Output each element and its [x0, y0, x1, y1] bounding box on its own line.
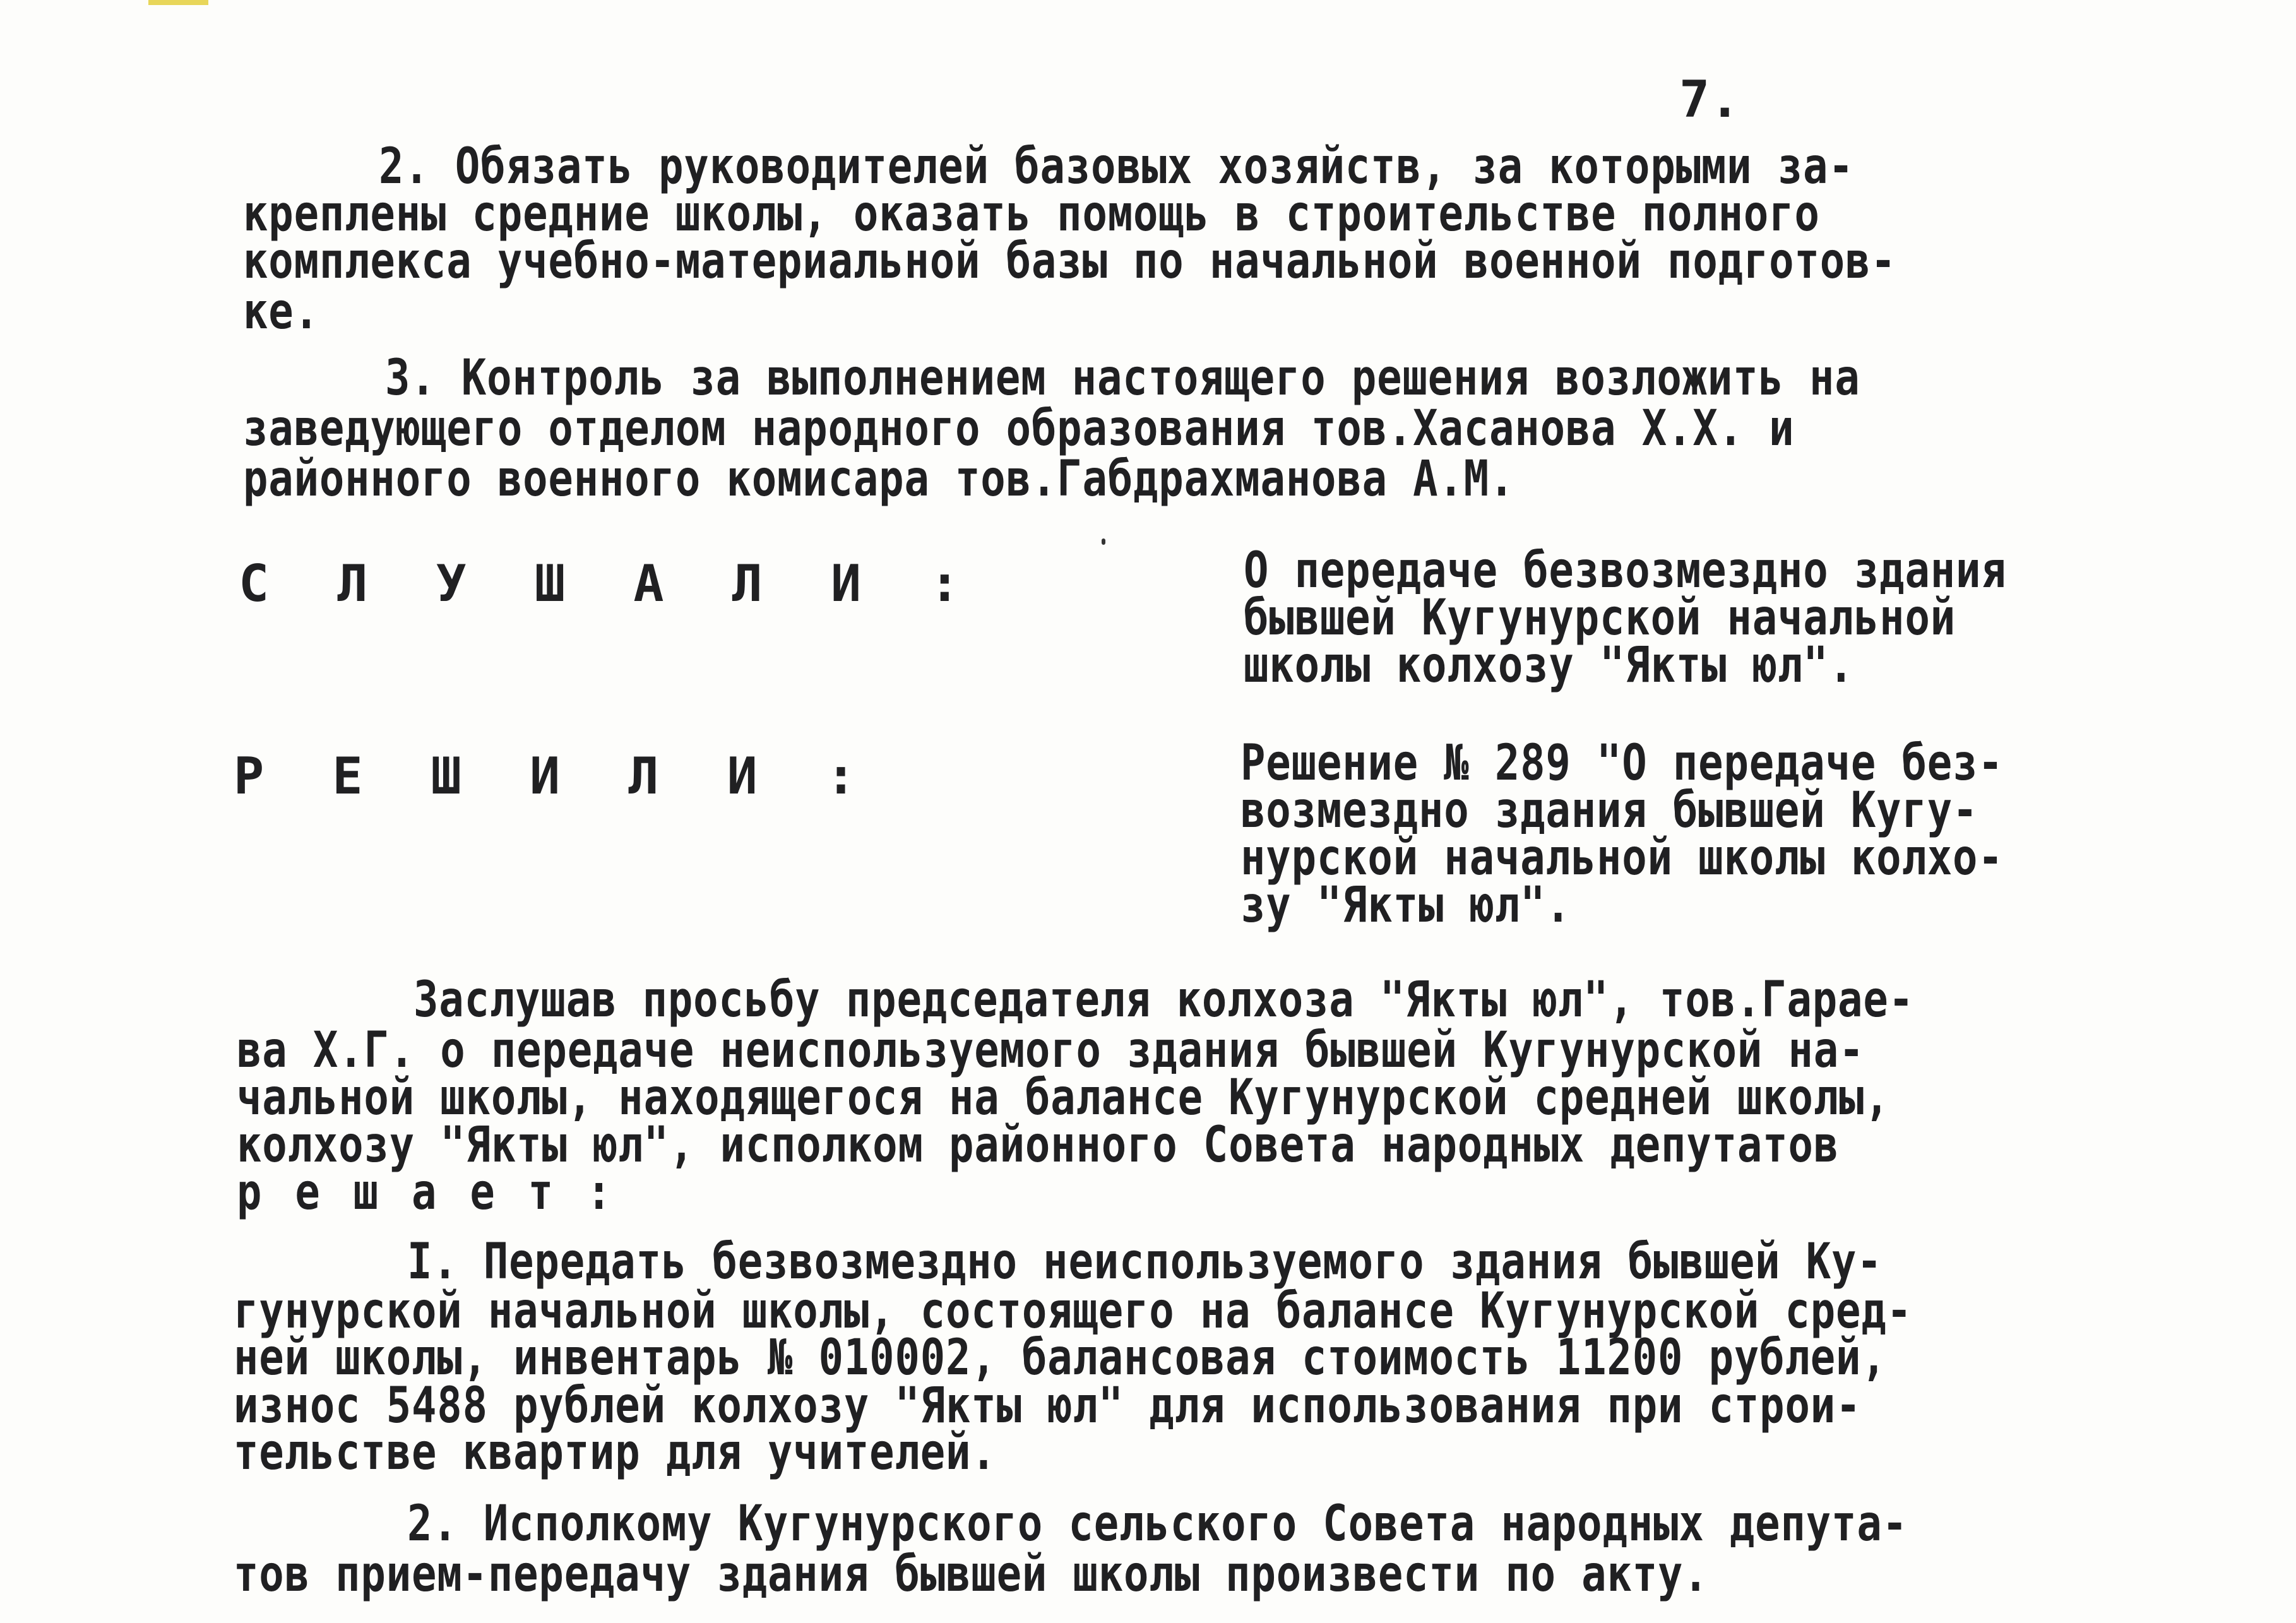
paper-edge-mark — [148, 0, 208, 5]
intro-line: р е ш а е т : — [237, 1164, 616, 1221]
item1-line: тельстве квартир для учителей. — [234, 1424, 997, 1481]
para3-line: заведующего отделом народного образования тов.Хасанова Х.Х. и — [243, 400, 1795, 457]
intro-line: колхозу "Якты юл", исполком районного Совета народных депутатов — [237, 1117, 1840, 1174]
item1-line: гунурской начальной школы, состоящего на балансе Кугунурской сред- — [234, 1283, 1912, 1340]
para2-line: ке. — [243, 283, 319, 340]
para3-line: районного военного комисара тов.Габдрахманова А.М. — [243, 451, 1515, 508]
heard-line: бывшей Кугунурской начальной — [1244, 590, 1956, 646]
intro-line: чальной школы, находящегося на балансе Кугунурской средней школы, — [237, 1069, 1890, 1126]
heard-label: С Л У Ш А Л И : — [239, 554, 979, 613]
intro-line: ва Х.Г. о передаче неиспользуемого здания бывшей Кугунурской на- — [237, 1022, 1865, 1079]
ink-speck — [1102, 538, 1105, 545]
decided-line: Решение № 289 "О передаче без- — [1240, 735, 2004, 792]
para2-line: комплекса учебно-материальной базы по начальной военной подготов- — [243, 233, 1896, 290]
item1-line: ней школы, инвентарь № 010002, балансовая стоимость 11200 рублей, — [234, 1329, 1887, 1386]
decided-label: Р Е Ш И Л И : — [234, 747, 876, 806]
para3-line: 3. Контроль за выполнением настоящего решения возложить на — [385, 350, 1860, 407]
para2-line: креплены средние школы, оказать помощь в строительстве полного — [243, 186, 1820, 242]
decided-line: зу "Якты юл". — [1240, 877, 1571, 934]
item1-line: износ 5488 рублей колхозу "Якты юл" для использования при строи- — [234, 1377, 1862, 1434]
item2-line: тов прием-передачу здания бывшей школы произвести по акту. — [234, 1546, 1709, 1603]
para2-line: 2. Обязать руководителей базовых хозяйств, за которыми за- — [379, 138, 1854, 195]
page-number: 7. — [1679, 70, 1740, 129]
heard-line: школы колхозу "Якты юл". — [1244, 637, 1854, 694]
decided-line: нурской начальной школы колхо- — [1240, 829, 2004, 886]
intro-line: Заслушав просьбу председателя колхоза "Якты юл", тов.Гарае- — [413, 972, 1914, 1028]
item1-line: I. Передать безвозмездно неиспользуемого здания бывшей Ку- — [407, 1234, 1883, 1290]
item2-line: 2. Исполкому Кугунурского сельского Совета народных депута- — [407, 1495, 1908, 1552]
heard-line: О передаче безвозмездно здания — [1244, 542, 2007, 599]
decided-line: возмездно здания бывшей Кугу- — [1240, 782, 1978, 839]
